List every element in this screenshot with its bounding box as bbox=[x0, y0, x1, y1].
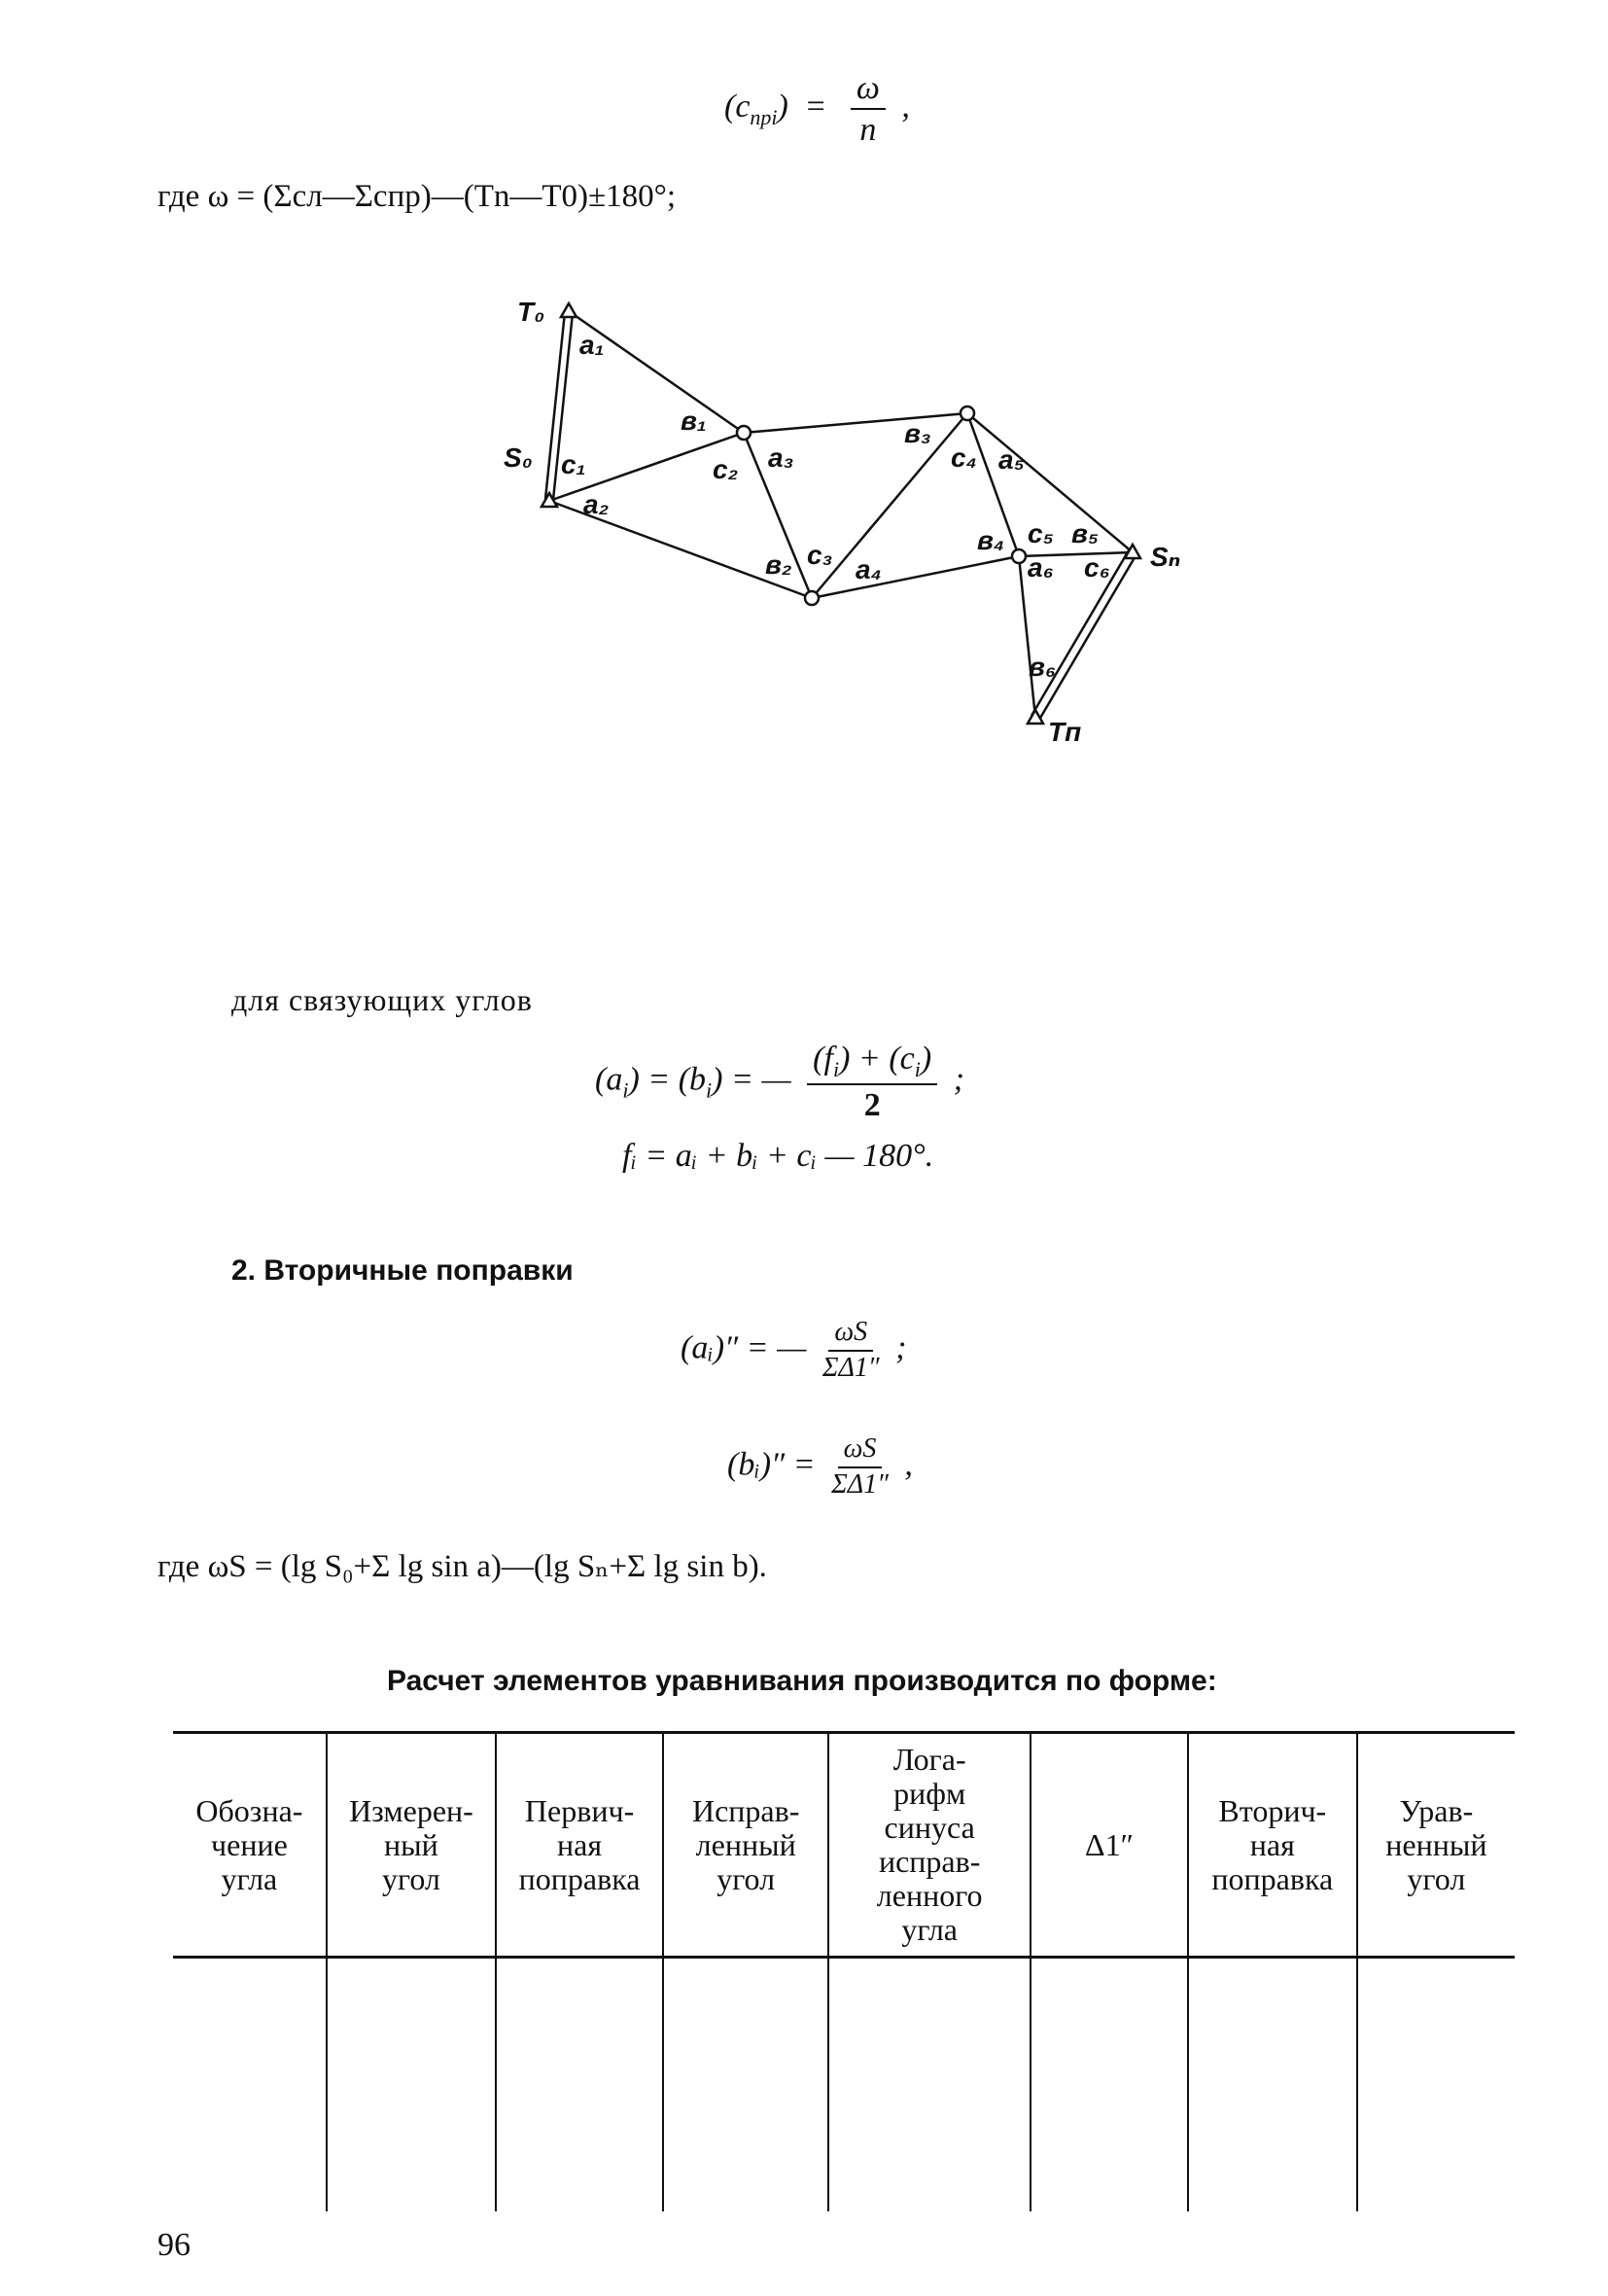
table-cell bbox=[663, 1958, 828, 2212]
col-angle-designation: Обозна- чение угла bbox=[173, 1733, 327, 1958]
label-a2: a₂ bbox=[583, 489, 610, 519]
table-cell bbox=[1188, 1958, 1357, 2212]
label-c1: c₁ bbox=[561, 449, 586, 479]
label-a1: a₁ bbox=[579, 330, 605, 360]
fraction-denominator: ΣΔ1″ bbox=[821, 1352, 880, 1383]
label-c2: c₂ bbox=[713, 454, 739, 484]
label-b1: в₁ bbox=[681, 406, 707, 436]
table-cell bbox=[173, 1958, 327, 2212]
formula-tail: ; bbox=[895, 1329, 907, 1366]
table-title: Расчет элементов уравнивания производится по форме: bbox=[387, 1665, 1217, 1697]
station-point bbox=[737, 426, 751, 440]
formula-secondary-a bbox=[681, 1318, 906, 1384]
fraction bbox=[851, 70, 886, 149]
page-number: 96 bbox=[157, 2227, 191, 2263]
station-point bbox=[961, 406, 974, 420]
edge bbox=[744, 413, 967, 433]
table-cell bbox=[828, 1958, 1031, 2212]
label-S0: S₀ bbox=[504, 442, 533, 473]
col-secondary-correction: Вторич- ная поправка bbox=[1188, 1733, 1357, 1958]
station-point bbox=[1012, 549, 1026, 563]
fraction-numerator: ωS bbox=[838, 1434, 883, 1468]
station-point bbox=[805, 591, 819, 605]
control-point-t0 bbox=[561, 303, 577, 317]
formula-tail: ; bbox=[953, 1061, 965, 1098]
formula-lhs: (bᵢ)″ = bbox=[727, 1446, 816, 1483]
formula-part: (a bbox=[595, 1061, 623, 1098]
omega-s-definition: где ωS = (lg S₀+Σ lg sin a)—(lg Sₙ+Σ lg sin b). bbox=[157, 1549, 767, 1584]
col-delta1: Δ1″ bbox=[1031, 1733, 1188, 1958]
label-a4: a₄ bbox=[856, 554, 882, 584]
fraction bbox=[807, 1041, 937, 1123]
formula-eq: = bbox=[804, 88, 827, 125]
fraction-numerator: $(f_i) + (c_i)$ bbox=[807, 1041, 937, 1085]
fraction bbox=[822, 1318, 880, 1384]
fraction-denominator: 2 bbox=[863, 1086, 881, 1123]
formula-f: fᵢ = aᵢ + bᵢ + cᵢ — 180°. bbox=[622, 1138, 934, 1174]
col-measured-angle: Измерен- ный угол bbox=[327, 1733, 496, 1958]
label-c4: c₄ bbox=[951, 442, 977, 473]
table-row bbox=[173, 1958, 1515, 2212]
label-c5: c₅ bbox=[1028, 518, 1054, 548]
label-a5: a₅ bbox=[998, 444, 1025, 475]
col-primary-correction: Первич- ная поправка bbox=[496, 1733, 663, 1958]
col-adjusted-angle: Урав- ненный угол bbox=[1357, 1733, 1515, 1958]
label-b4: в₄ bbox=[977, 525, 1005, 555]
label-c6: c₆ bbox=[1084, 552, 1110, 583]
label-c3: c₃ bbox=[807, 540, 833, 570]
fraction-numerator: ω bbox=[851, 70, 886, 110]
label-b3: в₃ bbox=[904, 418, 931, 448]
omega-definition: где ω = (Σcл—Σcпр)—(Tn—T0)±180°; bbox=[157, 179, 676, 214]
fraction-numerator: ωS bbox=[828, 1318, 873, 1352]
formula-lhs: (aᵢ)″ = — bbox=[681, 1329, 807, 1366]
col-log-sine: Лога- рифм синуса исправ- ленного угла bbox=[828, 1733, 1031, 1958]
adjustment-form-table bbox=[173, 1731, 1515, 2211]
table-cell bbox=[496, 1958, 663, 2212]
label-T0: T₀ bbox=[517, 297, 545, 327]
label-b2: в₂ bbox=[765, 549, 792, 580]
connecting-angles-text: для связующих углов bbox=[231, 982, 533, 1017]
table-cell bbox=[1031, 1958, 1188, 2212]
formula-secondary-b bbox=[727, 1434, 913, 1501]
label-Tn: Tп bbox=[1048, 717, 1082, 747]
col-corrected-angle: Исправ- ленный угол bbox=[663, 1733, 828, 1958]
formula-connecting-correction: $(a_i) = (b_i)$ = — $\frac{(f_i) + (c_i)}{2}$ ; bbox=[595, 1041, 965, 1123]
triangulation-chain-figure bbox=[486, 292, 1186, 759]
secondary-corrections-heading: 2. Вторичные поправки bbox=[231, 1254, 574, 1287]
formula-part: ) = — bbox=[712, 1061, 791, 1098]
fraction-denominator: ΣΔ1″ bbox=[831, 1468, 889, 1500]
table-cell bbox=[327, 1958, 496, 2212]
formula-part: ) = (b bbox=[628, 1061, 707, 1098]
formula-primary-correction bbox=[724, 70, 910, 149]
table-header-row bbox=[173, 1733, 1515, 1958]
formula-lhs: $(c_{прi})$ bbox=[724, 88, 788, 129]
table-cell bbox=[1357, 1958, 1515, 2212]
label-a6: a₆ bbox=[1028, 552, 1054, 583]
fraction bbox=[831, 1434, 889, 1501]
fraction-denominator: n bbox=[859, 112, 877, 149]
formula-tail: , bbox=[901, 88, 910, 125]
label-b6: в₆ bbox=[1029, 652, 1057, 682]
label-b5: в₅ bbox=[1071, 518, 1099, 548]
formula-tail: , bbox=[904, 1446, 913, 1483]
label-a3: a₃ bbox=[768, 442, 794, 473]
label-Sn: Sₙ bbox=[1150, 542, 1181, 572]
